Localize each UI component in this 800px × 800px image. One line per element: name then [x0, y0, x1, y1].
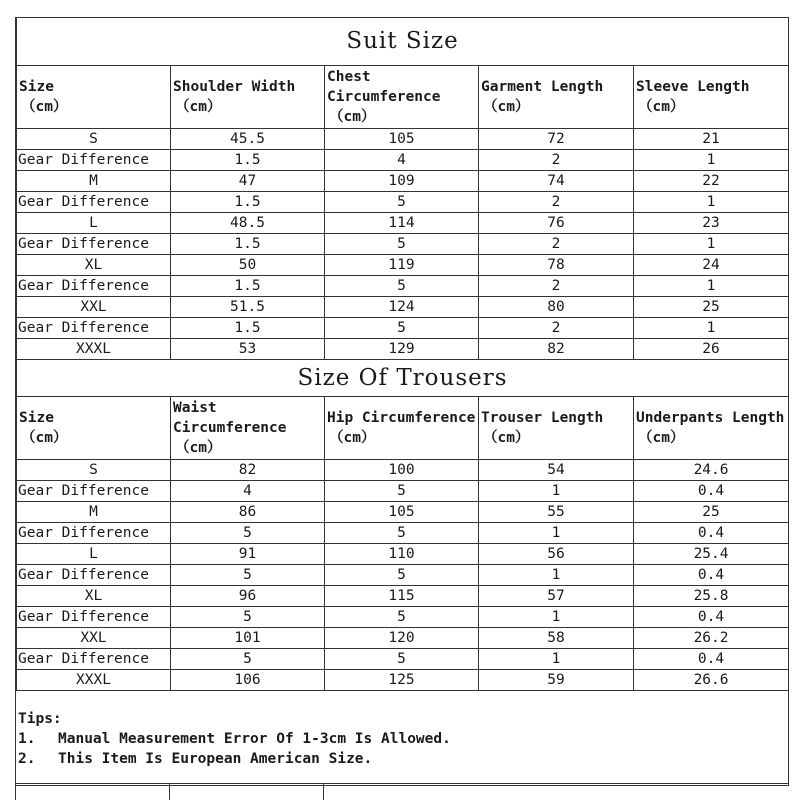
value-cell: 82: [479, 339, 634, 360]
header-size: Size （cm）: [17, 397, 171, 460]
trousers-size-table: [16, 359, 789, 691]
value-cell: 53: [171, 339, 325, 360]
table-row: [17, 502, 789, 523]
value-cell: 58: [479, 628, 634, 649]
gear-difference-cell: Gear Difference: [17, 565, 171, 586]
value-cell: 25.8: [634, 586, 789, 607]
value-cell: 5: [325, 318, 479, 339]
value-cell: 26.2: [634, 628, 789, 649]
value-cell: 21: [634, 129, 789, 150]
gear-difference-cell: Gear Difference: [17, 234, 171, 255]
value-cell: 5: [325, 649, 479, 670]
value-cell: 5: [171, 607, 325, 628]
suit-header-row: [17, 66, 789, 129]
value-cell: 22: [634, 171, 789, 192]
value-cell: 80: [479, 297, 634, 318]
value-cell: 0.4: [634, 607, 789, 628]
value-cell: 2: [479, 150, 634, 171]
table-row: [17, 565, 789, 586]
gear-difference-cell: Gear Difference: [17, 607, 171, 628]
table-row: [17, 481, 789, 502]
value-cell: 76: [479, 213, 634, 234]
tips-section: [16, 690, 788, 786]
bottom-col-divider: [169, 783, 170, 800]
value-cell: 0.4: [634, 523, 789, 544]
value-cell: 48.5: [171, 213, 325, 234]
tip-item: 2. This Item Is European American Size.: [18, 751, 373, 767]
table-row: [17, 670, 789, 691]
value-cell: 23: [634, 213, 789, 234]
table-row: [17, 234, 789, 255]
value-cell: 4: [171, 481, 325, 502]
value-cell: 55: [479, 502, 634, 523]
gear-difference-cell: Gear Difference: [17, 481, 171, 502]
value-cell: 2: [479, 276, 634, 297]
value-cell: 1: [634, 150, 789, 171]
value-cell: 5: [325, 192, 479, 213]
tips-heading: Tips:: [18, 711, 62, 727]
value-cell: 1: [479, 565, 634, 586]
header-hip-circumference: Hip Circumference （cm）: [325, 397, 479, 460]
value-cell: 1: [479, 523, 634, 544]
value-cell: 26.6: [634, 670, 789, 691]
value-cell: 45.5: [171, 129, 325, 150]
table-row: [17, 607, 789, 628]
gear-difference-cell: Gear Difference: [17, 649, 171, 670]
value-cell: 5: [171, 565, 325, 586]
size-cell: L: [17, 544, 171, 565]
bottom-row-divider: [15, 783, 788, 784]
value-cell: 72: [479, 129, 634, 150]
header-chest-circumference: Chest Circumference （cm）: [325, 66, 479, 129]
value-cell: 47: [171, 171, 325, 192]
table-row: [17, 318, 789, 339]
table-row: [17, 628, 789, 649]
table-row: [17, 523, 789, 544]
value-cell: 1: [634, 234, 789, 255]
value-cell: 109: [325, 171, 479, 192]
value-cell: 125: [325, 670, 479, 691]
value-cell: 1.5: [171, 192, 325, 213]
value-cell: 5: [325, 481, 479, 502]
value-cell: 1.5: [171, 234, 325, 255]
value-cell: 56: [479, 544, 634, 565]
value-cell: 1.5: [171, 150, 325, 171]
size-cell: XXXL: [17, 339, 171, 360]
value-cell: 24: [634, 255, 789, 276]
value-cell: 105: [325, 502, 479, 523]
table-row: [17, 150, 789, 171]
value-cell: 0.4: [634, 565, 789, 586]
value-cell: 1: [479, 481, 634, 502]
header-trouser-length: Trouser Length （cm）: [479, 397, 634, 460]
value-cell: 5: [325, 565, 479, 586]
value-cell: 82: [171, 460, 325, 481]
size-cell: XXXL: [17, 670, 171, 691]
value-cell: 57: [479, 586, 634, 607]
table-row: [17, 297, 789, 318]
value-cell: 120: [325, 628, 479, 649]
header-size: Size （cm）: [17, 66, 171, 129]
size-cell: XL: [17, 586, 171, 607]
size-cell: XXL: [17, 297, 171, 318]
value-cell: 2: [479, 234, 634, 255]
table-row: [17, 544, 789, 565]
header-garment-length: Garment Length （cm）: [479, 66, 634, 129]
gear-difference-cell: Gear Difference: [17, 192, 171, 213]
value-cell: 105: [325, 129, 479, 150]
value-cell: 115: [325, 586, 479, 607]
value-cell: 100: [325, 460, 479, 481]
value-cell: 51.5: [171, 297, 325, 318]
value-cell: 26: [634, 339, 789, 360]
value-cell: 119: [325, 255, 479, 276]
table-row: [17, 339, 789, 360]
size-cell: M: [17, 171, 171, 192]
value-cell: 5: [325, 234, 479, 255]
header-sleeve-length: Sleeve Length （cm）: [634, 66, 789, 129]
bottom-col-divider: [323, 783, 324, 800]
size-cell: S: [17, 129, 171, 150]
suit-size-table: [16, 17, 789, 360]
size-cell: S: [17, 460, 171, 481]
value-cell: 86: [171, 502, 325, 523]
value-cell: 96: [171, 586, 325, 607]
value-cell: 5: [325, 607, 479, 628]
value-cell: 1: [634, 318, 789, 339]
value-cell: 59: [479, 670, 634, 691]
header-underpants-length: Underpants Length （cm）: [634, 397, 789, 460]
value-cell: 114: [325, 213, 479, 234]
size-cell: XL: [17, 255, 171, 276]
value-cell: 1.5: [171, 318, 325, 339]
table-row: [17, 649, 789, 670]
value-cell: 106: [171, 670, 325, 691]
value-cell: 5: [171, 649, 325, 670]
value-cell: 78: [479, 255, 634, 276]
gear-difference-cell: Gear Difference: [17, 523, 171, 544]
value-cell: 1: [634, 276, 789, 297]
table-row: [17, 192, 789, 213]
table-row: [17, 586, 789, 607]
table-row: [17, 213, 789, 234]
bottom-col-divider: [15, 783, 16, 800]
size-cell: M: [17, 502, 171, 523]
value-cell: 25: [634, 502, 789, 523]
table-row: [17, 276, 789, 297]
suit-size-title: Suit Size: [17, 18, 789, 66]
value-cell: 1: [634, 192, 789, 213]
table-row: [17, 460, 789, 481]
value-cell: 1: [479, 649, 634, 670]
value-cell: 1: [479, 607, 634, 628]
value-cell: 91: [171, 544, 325, 565]
header-shoulder-width: Shoulder Width （cm）: [171, 66, 325, 129]
gear-difference-cell: Gear Difference: [17, 318, 171, 339]
gear-difference-cell: Gear Difference: [17, 276, 171, 297]
gear-difference-cell: Gear Difference: [17, 150, 171, 171]
size-cell: L: [17, 213, 171, 234]
tip-item: 1. Manual Measurement Error Of 1-3cm Is Allowed.: [18, 731, 451, 747]
size-cell: XXL: [17, 628, 171, 649]
table-row: [17, 129, 789, 150]
value-cell: 129: [325, 339, 479, 360]
value-cell: 0.4: [634, 481, 789, 502]
value-cell: 1.5: [171, 276, 325, 297]
value-cell: 110: [325, 544, 479, 565]
value-cell: 5: [325, 276, 479, 297]
value-cell: 4: [325, 150, 479, 171]
value-cell: 124: [325, 297, 479, 318]
value-cell: 2: [479, 318, 634, 339]
value-cell: 24.6: [634, 460, 789, 481]
value-cell: 54: [479, 460, 634, 481]
value-cell: 2: [479, 192, 634, 213]
value-cell: 5: [171, 523, 325, 544]
value-cell: 5: [325, 523, 479, 544]
table-row: [17, 171, 789, 192]
size-chart-sheet: [15, 17, 789, 786]
value-cell: 74: [479, 171, 634, 192]
trousers-size-title: Size Of Trousers: [17, 360, 789, 397]
table-row: [17, 255, 789, 276]
value-cell: 0.4: [634, 649, 789, 670]
value-cell: 25: [634, 297, 789, 318]
header-waist-circumference: Waist Circumference （cm）: [171, 397, 325, 460]
value-cell: 101: [171, 628, 325, 649]
value-cell: 25.4: [634, 544, 789, 565]
trousers-header-row: [17, 397, 789, 460]
value-cell: 50: [171, 255, 325, 276]
